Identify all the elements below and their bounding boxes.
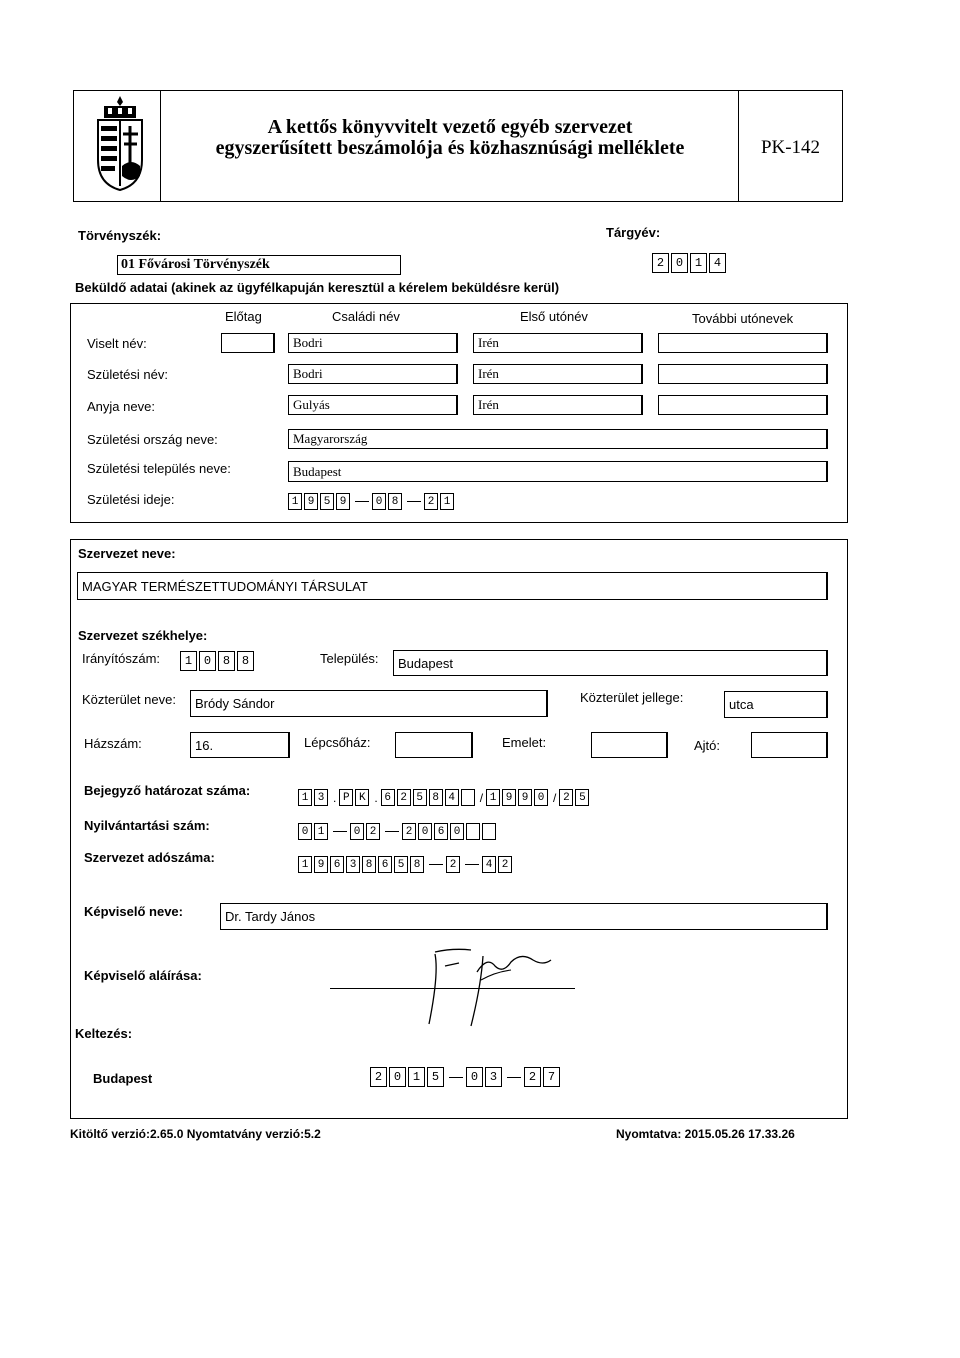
city-field[interactable]: [393, 650, 828, 676]
footer-version: Kitöltő verzió:2.65.0 Nyomtatvány verzió:5.2: [70, 1127, 321, 1141]
court-label: Törvényszék:: [78, 228, 162, 243]
digit: 6: [330, 856, 344, 873]
birth-date-digits[interactable]: [288, 493, 456, 510]
digit: [466, 823, 480, 840]
street-field[interactable]: [190, 690, 548, 717]
digit: 2: [424, 493, 438, 510]
tax-number-label: Szervezet adószáma:: [84, 850, 215, 865]
mother-first-value: Irén: [478, 397, 499, 412]
house-field[interactable]: [190, 732, 290, 758]
year-digit: 1: [690, 253, 707, 273]
birth-name-label: Születési név:: [87, 367, 168, 382]
representative-name-label: Képviselő neve:: [84, 904, 183, 919]
digit: 1: [180, 651, 197, 671]
digit: 5: [427, 1067, 444, 1087]
tax-number-digits[interactable]: [298, 856, 514, 873]
col-first: Első utónév: [520, 309, 588, 324]
dash: [429, 864, 443, 865]
digit: 5: [575, 789, 589, 806]
digit: 5: [394, 856, 408, 873]
digit: 1: [440, 493, 454, 510]
digit: 0: [389, 1067, 406, 1087]
org-seat-label: Szervezet székhelye:: [78, 628, 208, 643]
street-type-value: utca: [729, 697, 754, 712]
zip-digits[interactable]: [180, 651, 256, 671]
mother-family-field[interactable]: [288, 395, 458, 415]
street-type-label: Közterület jellege:: [580, 690, 684, 705]
court-value: 01 Fővárosi Törvényszék: [121, 257, 270, 272]
handwritten-signature: [405, 942, 575, 1027]
birth-first-field[interactable]: [473, 364, 643, 384]
digit: 6: [378, 856, 392, 873]
mother-name-label: Anyja neve:: [87, 399, 155, 414]
digit: 2: [366, 823, 380, 840]
birth-city-field[interactable]: [288, 461, 828, 482]
birth-city-value: Budapest: [293, 463, 342, 479]
digit: 3: [346, 856, 360, 873]
digit: 8: [237, 651, 254, 671]
street-type-field[interactable]: [724, 691, 828, 718]
form-code: PK-142: [760, 137, 821, 158]
digit: 9: [502, 789, 516, 806]
signature-label: Képviselő aláírása:: [84, 968, 202, 983]
digit: [482, 823, 496, 840]
house-label: Házszám:: [84, 736, 142, 751]
digit: 1: [298, 789, 312, 806]
worn-other-field[interactable]: [658, 333, 828, 353]
city-value: Budapest: [398, 655, 453, 671]
digit: 6: [381, 789, 395, 806]
dash: [465, 864, 479, 865]
dated-date-digits[interactable]: [370, 1067, 562, 1087]
digit: 9: [304, 493, 318, 510]
registry-number-label: Nyilvántartási szám:: [84, 818, 210, 833]
subject-year-digits[interactable]: [652, 253, 728, 273]
year-digit: 2: [652, 253, 669, 273]
col-family: Családi név: [332, 309, 400, 324]
digit: 7: [543, 1067, 560, 1087]
year-digit: 4: [709, 253, 726, 273]
digit: 8: [362, 856, 376, 873]
digit: 5: [413, 789, 427, 806]
digit: 9: [336, 493, 350, 510]
digit: 0: [350, 823, 364, 840]
birth-city-label: Születési település neve:: [87, 461, 231, 476]
mother-first-field[interactable]: [473, 395, 643, 415]
worn-prefix-field[interactable]: [221, 333, 275, 353]
stair-field[interactable]: [395, 732, 473, 758]
birth-country-label: Születési ország neve:: [87, 432, 218, 447]
digit: 2: [370, 1067, 387, 1087]
court-field[interactable]: [117, 255, 401, 275]
footer-printed: Nyomtatva: 2015.05.26 17.33.26: [616, 1127, 795, 1141]
dash: [333, 831, 347, 832]
digit: 1: [298, 856, 312, 873]
digit: 8: [218, 651, 235, 671]
page-title-line1: A kettős könyvvitelt vezető egyéb szervezet: [267, 116, 633, 138]
digit: 1: [314, 823, 328, 840]
digit: 0: [199, 651, 216, 671]
birth-other-field[interactable]: [658, 364, 828, 384]
digit: 0: [298, 823, 312, 840]
digit: P: [339, 789, 353, 806]
digit: 0: [534, 789, 548, 806]
col-prefix: Előtag: [225, 309, 262, 324]
page-title-line2: egyszerűsített beszámolója és közhasznúsági melléklete: [215, 137, 685, 159]
digit: 2: [559, 789, 573, 806]
digit: 2: [498, 856, 512, 873]
digit: 4: [482, 856, 496, 873]
year-digit: 0: [671, 253, 688, 273]
worn-first-value: Irén: [478, 335, 499, 350]
digit: 4: [445, 789, 459, 806]
col-other: További utónevek: [692, 311, 794, 326]
worn-name-label: Viselt név:: [87, 336, 147, 351]
digit: K: [355, 789, 369, 806]
birth-family-value: Bodri: [293, 366, 323, 381]
digit: 1: [408, 1067, 425, 1087]
org-name-label: Szervezet neve:: [78, 546, 176, 561]
dash: [385, 831, 399, 832]
separator: .: [333, 790, 337, 805]
digit: 0: [372, 493, 386, 510]
street-label: Közterület neve:: [82, 692, 176, 707]
digit: 1: [486, 789, 500, 806]
house-value: 16.: [195, 737, 214, 753]
city-label: Település:: [320, 651, 379, 666]
worn-first-field[interactable]: [473, 333, 643, 353]
digit: 2: [446, 856, 460, 873]
digit: 8: [410, 856, 424, 873]
registration-label: Bejegyző határozat száma:: [84, 783, 251, 798]
dash: [449, 1077, 463, 1078]
digit: 9: [314, 856, 328, 873]
org-name-field[interactable]: [77, 572, 828, 600]
digit: 9: [518, 789, 532, 806]
subject-year-label: Tárgyév:: [606, 225, 661, 240]
floor-label: Emelet:: [502, 735, 547, 750]
mother-other-field[interactable]: [658, 395, 828, 415]
separator: /: [553, 790, 557, 805]
representative-name-value: Dr. Tardy János: [225, 909, 316, 924]
zip-label: Irányítószám:: [82, 651, 161, 666]
digit: 5: [320, 493, 334, 510]
dated-label: Keltezés:: [75, 1026, 133, 1041]
separator: /: [479, 790, 484, 805]
digit: 0: [466, 1067, 483, 1087]
door-field[interactable]: [751, 732, 828, 758]
stair-label: Lépcsőház:: [304, 735, 371, 750]
worn-family-field[interactable]: [288, 333, 458, 353]
birth-date-label: Születési ideje:: [87, 492, 175, 507]
digit: [461, 789, 475, 806]
birth-first-value: Irén: [478, 366, 499, 381]
birth-country-field[interactable]: [288, 429, 828, 449]
digit: 3: [485, 1067, 502, 1087]
digit: 8: [388, 493, 402, 510]
birth-family-field[interactable]: [288, 364, 458, 384]
separator: .: [374, 790, 378, 805]
mother-family-value: Gulyás: [293, 397, 330, 412]
digit: 8: [429, 789, 443, 806]
digit: 2: [524, 1067, 541, 1087]
dated-place: Budapest: [93, 1071, 153, 1086]
floor-field[interactable]: [591, 732, 668, 758]
digit: 2: [397, 789, 411, 806]
door-label: Ajtó:: [694, 738, 721, 753]
worn-family-value: Bodri: [293, 335, 323, 350]
coat-of-arms-logo: [90, 94, 150, 194]
dash: [407, 501, 421, 502]
digit: 1: [288, 493, 302, 510]
digit: 6: [434, 823, 448, 840]
digit: 0: [450, 823, 464, 840]
digit: 2: [402, 823, 416, 840]
street-value: Bródy Sándor: [195, 696, 275, 711]
registry-number-digits[interactable]: [298, 823, 498, 840]
representative-name-field[interactable]: [220, 903, 828, 930]
digit: 0: [418, 823, 432, 840]
dash: [355, 501, 369, 502]
org-name-value: MAGYAR TERMÉSZETTUDOMÁNYI TÁRSULAT: [82, 578, 368, 594]
sender-caption: Beküldő adatai (akinek az ügyfélkapuján keresztül a kérelem beküldésre kerül): [75, 280, 560, 295]
birth-country-value: Magyarország: [293, 431, 368, 446]
registration-digits[interactable]: [298, 789, 591, 806]
dash: [507, 1077, 521, 1078]
digit: 3: [314, 789, 328, 806]
